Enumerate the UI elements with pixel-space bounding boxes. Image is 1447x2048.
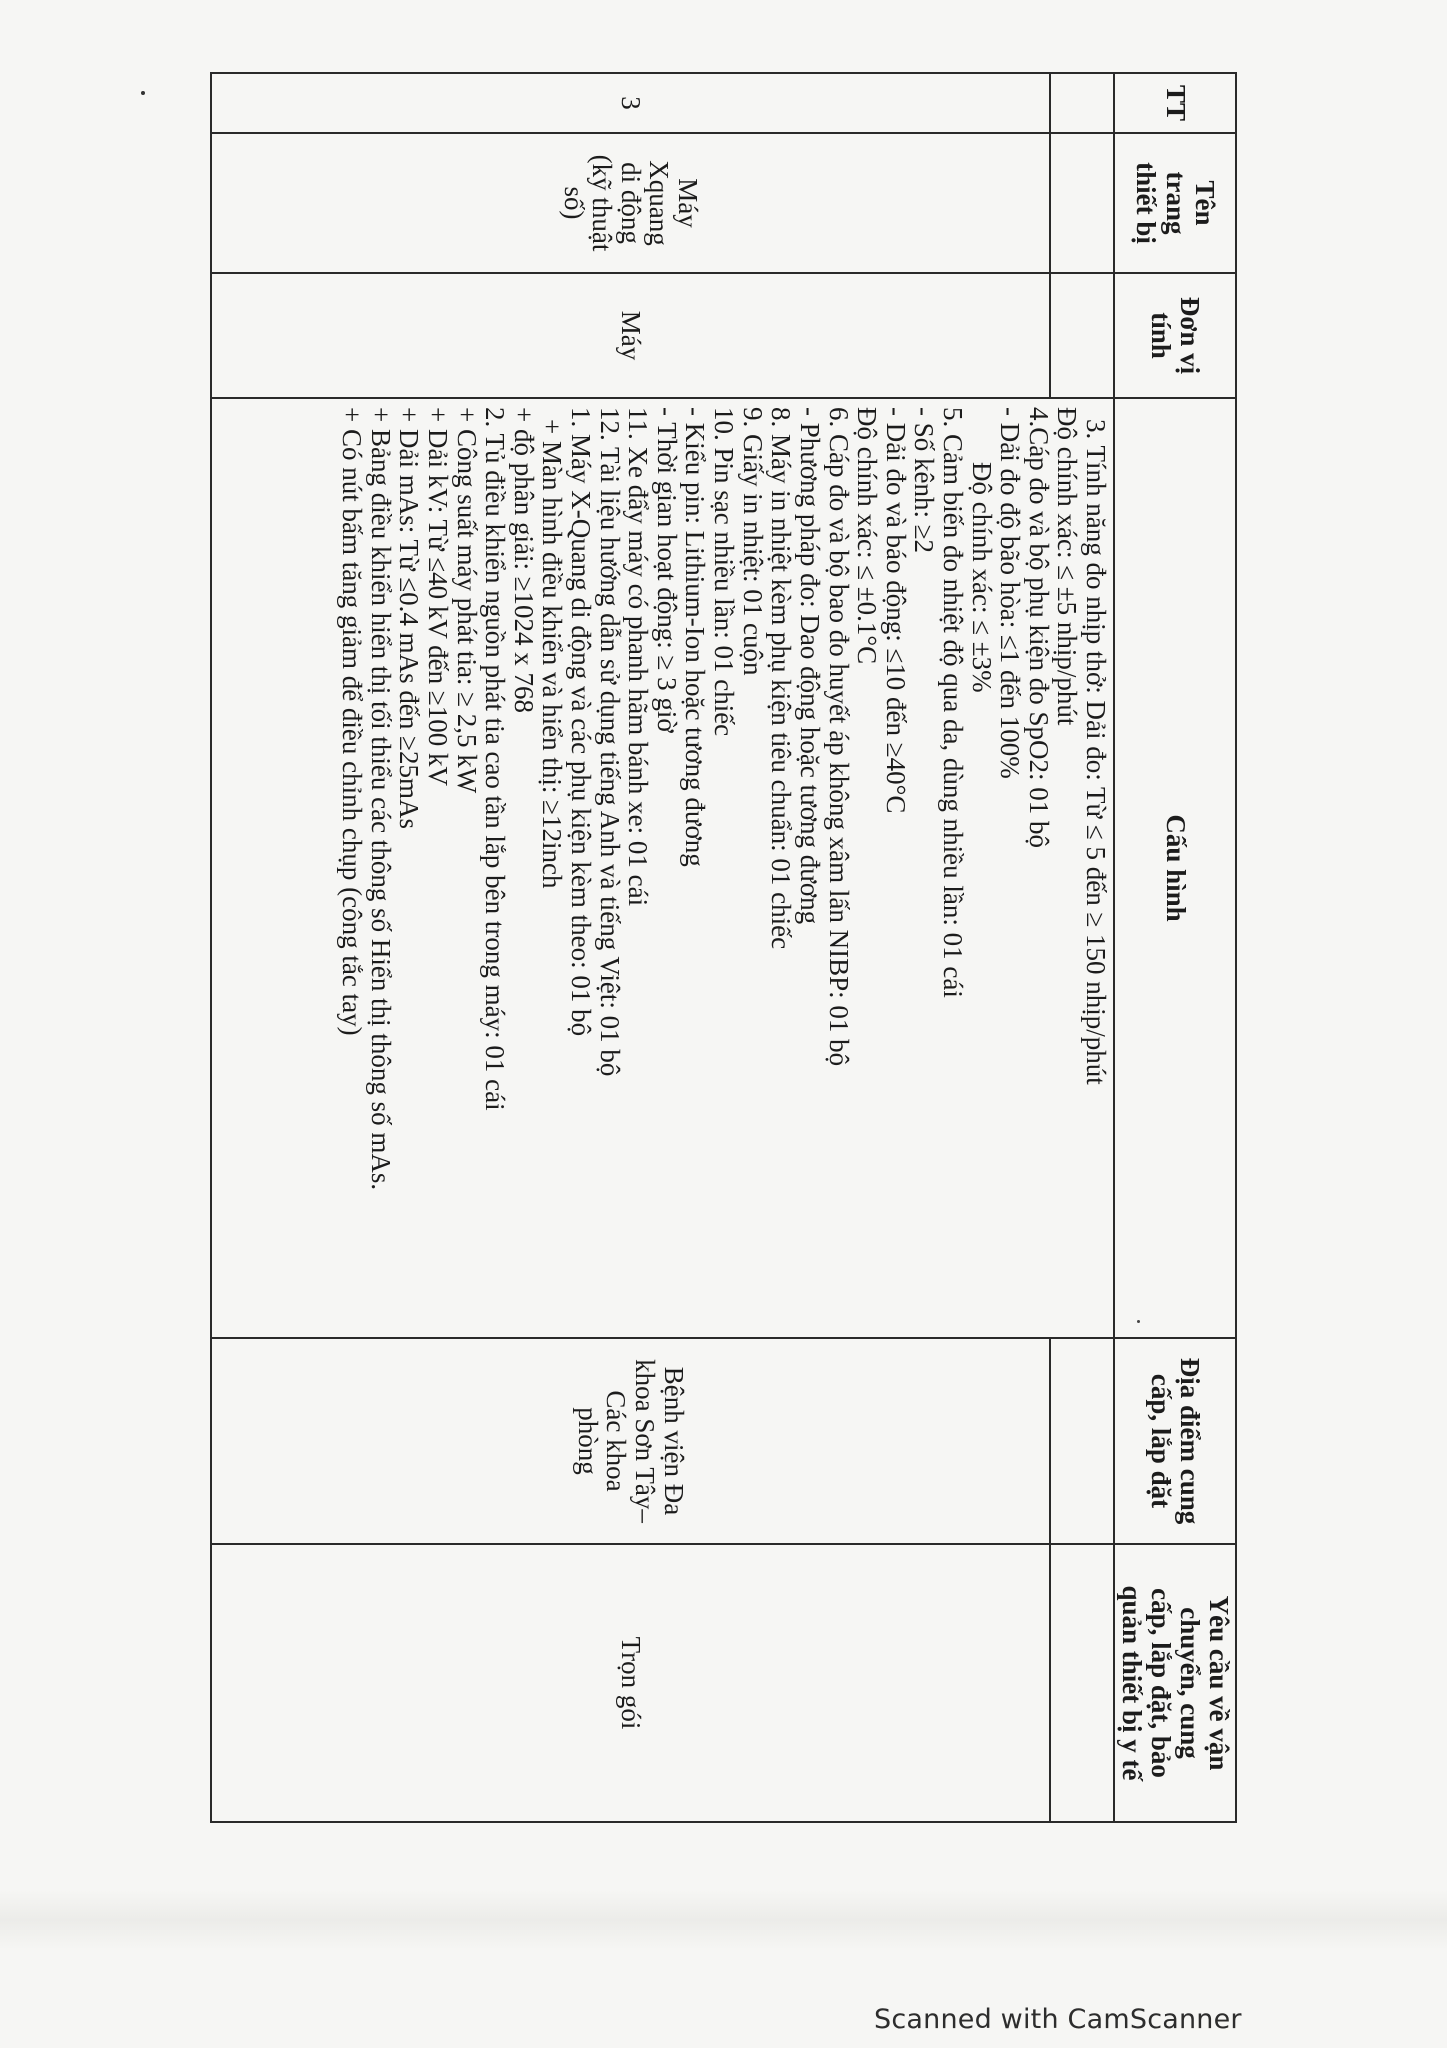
row-unit: Máy: [211, 273, 1050, 398]
continuation-cell: [1050, 73, 1114, 133]
scan-speck: [141, 91, 145, 95]
continuation-cell: [1050, 133, 1114, 273]
row-tt: 3: [211, 73, 1050, 133]
continuation-cell: [1050, 1338, 1114, 1544]
header-config: Cấu hình: [1114, 398, 1236, 1338]
header-tt: TT: [1114, 73, 1236, 133]
header-row: [1114, 73, 1236, 1822]
scan-shadow-band: [0, 1890, 1447, 1950]
rotated-page: [210, 72, 1237, 1821]
header-requirements: Yêu cầu về vận chuyển, cung cấp, lắp đặt, bảo quản thiết bị y tế: [1114, 1544, 1236, 1822]
equipment-spec-table: [210, 72, 1237, 1823]
continuation-cell: [1050, 273, 1114, 398]
continuation-cell: [1050, 1544, 1114, 1822]
config-cell: 3. Tính năng đo nhịp thở: Dải đo: Từ ≤ 5 đến ≥ 150 nhịp/phút Độ chính xác: ≤ ±5 nhịp/phút 4.Cáp đo và bộ phụ kiện đo SpO2: 01 bộ - Dải đo độ bão hòa: ≤1 đến 100% Độ chính xác: ≤ ±3% 5. Cảm biến đo nhiệt độ qua da, dùng nhiều lần: 01 cái - Số kênh: ≥2 - Dải đo và báo động: ≤10 đến ≥40°C Độ chính xác: ≤ ±0.1°C 6. Cáp đo và bộ bao đo huyết áp không xâm lấn NIBP: 01 bộ - Phương pháp đo: Dao động hoặc tương đương 8. Máy in nhiệt kèm phụ kiện tiêu chuẩn: 01 chiếc 9. Giấy in nhiệt: 01 cuộn 10. Pin sạc nhiều lần: 01 chiếc - Kiểu pin: Lithium-Ion hoặc tương đương - Thời gian hoạt động: ≥ 3 giờ 11. Xe đẩy máy có phanh hãm bánh xe: 01 cái 12. Tài liệu hướng dẫn sử dụng tiếng Anh và tiếng Việt: 01 bộ 1. Máy X-Quang di động và các phụ kiện kèm theo: 01 bộ + Màn hình điều khiển và hiển thị: ≥12inch + độ phân giải: ≥1024 x 768 2. Tủ điều khiển nguồn phát tia cao tần lắp bên trong máy: 01 cái + Công suất máy phát tia: ≥ 2,5 kW + Dải kV: Từ ≤40 kV đến ≥100 kV + Dải mAs: Từ ≤0.4 mAs đến ≥25mAs + Bảng điều khiển hiển thị tối thiểu các thông số Hiển thị thông số mAs. + Có nút bấm tăng giảm để điều chỉnh chụp (công tắc tay): [211, 398, 1114, 1338]
header-location: Địa điểm cung cấp, lắp đặt: [1114, 1338, 1236, 1544]
header-unit: Đơn vị tính: [1114, 273, 1236, 398]
continuation-row: [1050, 73, 1114, 1822]
row-location: Bệnh viện Đa khoa Sơn Tây– Các khoa phòng: [211, 1338, 1050, 1544]
row-requirements: Trọn gói: [211, 1544, 1050, 1822]
camscanner-watermark: Scanned with CamScanner: [874, 2004, 1242, 2035]
header-name: Tên trang thiết bị: [1114, 133, 1236, 273]
row-name: Máy Xquang di động (kỹ thuật số): [211, 133, 1050, 273]
